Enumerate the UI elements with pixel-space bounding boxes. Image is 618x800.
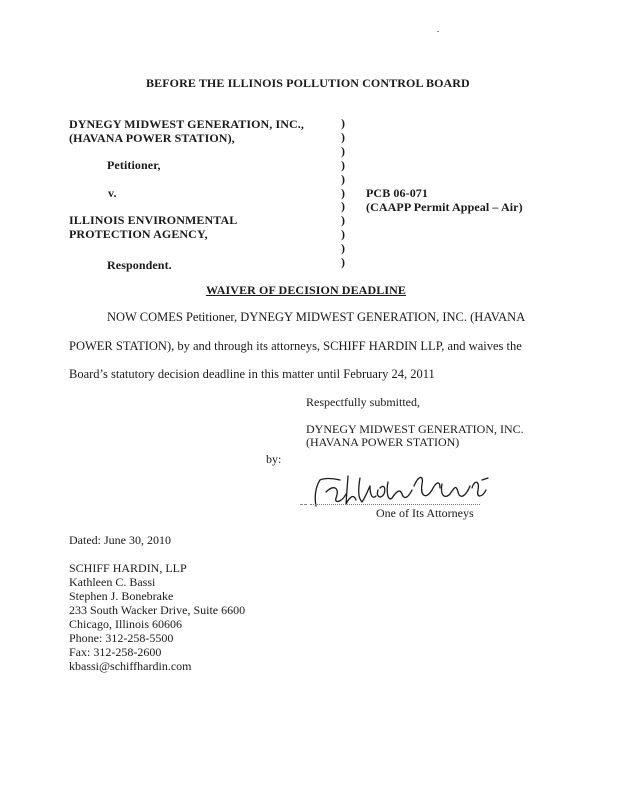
attorney-name-2: Stephen J. Bonebrake [69,589,174,603]
petitioner-role: Petitioner, [107,158,161,172]
body-line-3: Board’s statutory decision deadline in this matter until February 24, 2011 [69,367,435,381]
attorney-address-city: Chicago, Illinois 60606 [69,617,182,631]
case-type: (CAAPP Permit Appeal – Air) [366,200,523,214]
dated-line: Dated: June 30, 2010 [69,533,171,547]
body-line-1: NOW COMES Petitioner, DYNEGY MIDWEST GENERATION, INC. (HAVANA [107,310,526,324]
versus-label: v. [108,186,117,200]
attorney-firm: SCHIFF HARDIN, LLP [69,561,187,575]
caption-paren: ) [341,144,345,158]
caption-paren: ) [341,186,345,200]
board-heading: BEFORE THE ILLINOIS POLLUTION CONTROL BOARD [146,76,470,90]
scan-speck [437,31,439,32]
attorney-phone: Phone: 312-258-5500 [69,631,174,645]
caption-paren: ) [341,213,345,227]
caption-paren: ) [341,172,345,186]
caption-paren: ) [341,130,345,144]
caption-paren: ) [341,158,345,172]
attorney-fax: Fax: 312-258-2600 [69,645,162,659]
caption-paren: ) [341,255,345,269]
respondent-name-line2: PROTECTION AGENCY, [69,227,208,241]
party-name-line2: (HAVANA POWER STATION) [306,435,460,449]
caption-paren: ) [341,227,345,241]
caption-paren: ) [341,116,345,130]
caption-paren: ) [341,241,345,255]
respondent-name-line1: ILLINOIS ENVIRONMENTAL [69,213,238,227]
closing-text: Respectfully submitted, [306,395,420,409]
document-title: WAIVER OF DECISION DEADLINE [206,283,406,297]
petitioner-name-line2: (HAVANA POWER STATION), [69,131,235,145]
scan-speck [300,504,303,505]
attorney-email: kbassi@schiffhardin.com [69,659,192,673]
caption-paren: ) [341,199,345,213]
attorney-name-1: Kathleen C. Bassi [69,575,156,589]
by-label: by: [266,452,282,466]
party-name-line1: DYNEGY MIDWEST GENERATION, INC. [306,422,524,436]
petitioner-name-line1: DYNEGY MIDWEST GENERATION, INC., [69,117,305,131]
attorney-address-street: 233 South Wacker Drive, Suite 6600 [69,603,246,617]
respondent-role: Respondent. [107,258,172,272]
body-line-2: POWER STATION), by and through its attorneys, SCHIFF HARDIN LLP, and waives the [69,339,522,353]
case-number: PCB 06-071 [366,186,428,200]
signature-caption: One of Its Attorneys [376,506,474,520]
